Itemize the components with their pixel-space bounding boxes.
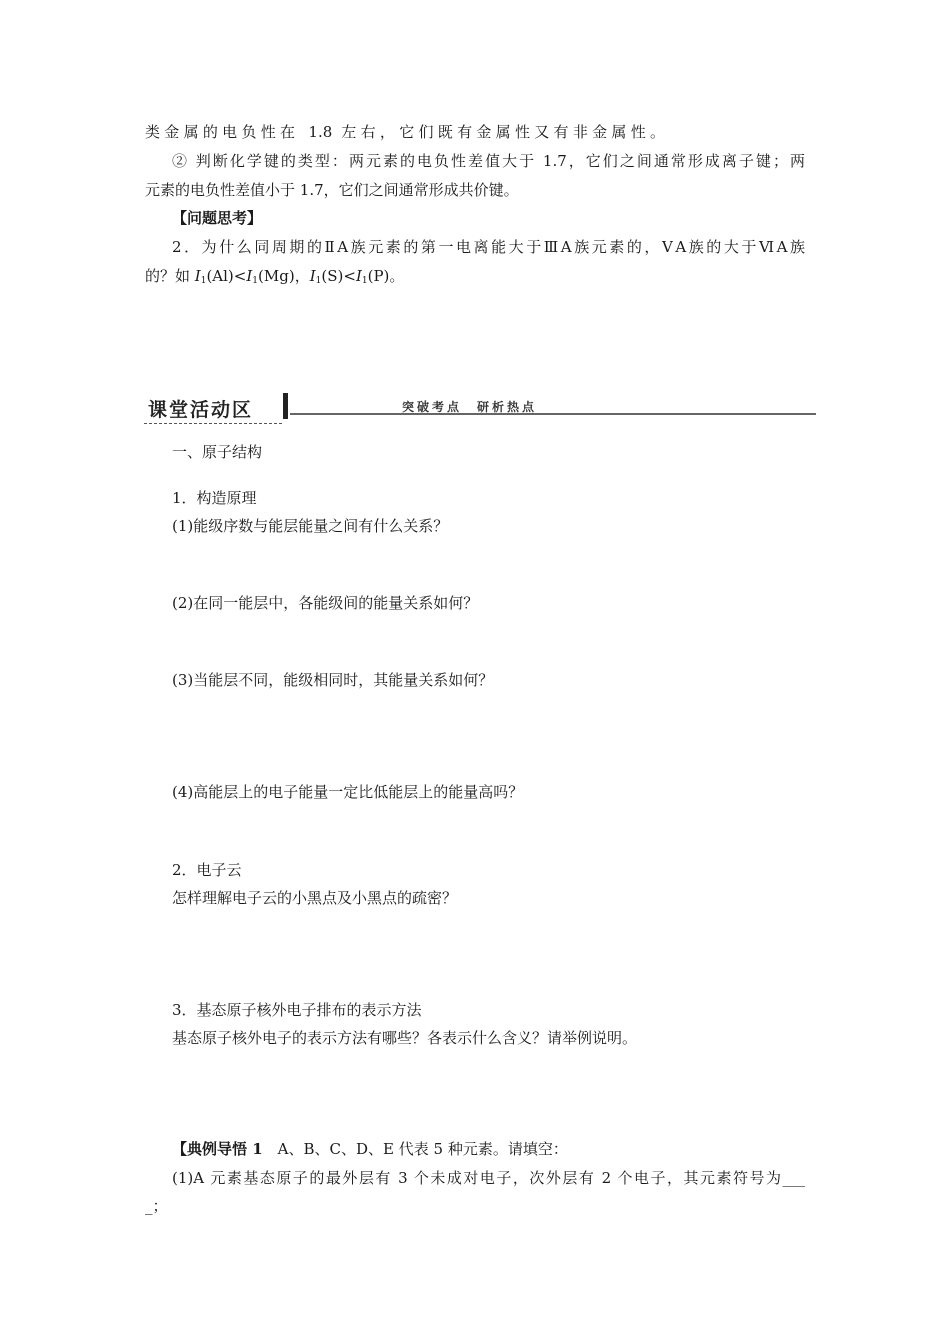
paragraph-bond-type-line1: ② 判断化学键的类型：两元素的电负性差值大于 1.7，它们之间通常形成离子键；两 — [172, 152, 805, 170]
paragraph-bond-type-line2: 元素的电负性差值小于 1.7，它们之间通常形成共价键。 — [145, 181, 519, 199]
section-title-atomic-structure: 一、原子结构 — [172, 443, 263, 461]
question-1-1: (1)能级序数与能层能量之间有什么关系？ — [172, 517, 449, 535]
banner-subtitle: 突破考点 研析热点 — [402, 400, 538, 414]
question-2-line2: 的？如 $I_1(Al)<I_1(Mg)$，$I_1(S)<I_1(P)$。 — [145, 267, 405, 286]
banner-rule — [290, 413, 816, 415]
banner-dashed-underline — [144, 423, 282, 424]
banner-title: 课堂活动区 — [148, 399, 254, 421]
question-electron-configuration: 基态原子核外电子的表示方法有哪些？各表示什么含义？请举例说明。 — [172, 1029, 638, 1047]
example-heading: 【典例导悟 1 A、B、C、D、E 代表 5 种元素。请填空： — [172, 1140, 568, 1158]
example-question-1-line1: (1)A 元素基态原子的最外层有 3 个未成对电子，次外层有 2 个电子，其元素符号为___ — [172, 1169, 805, 1187]
subsection-electron-configuration: 3．基态原子核外电子排布的表示方法 — [172, 1001, 422, 1019]
question-2-line1: 2．为什么同周期的ⅡA族元素的第一电离能大于ⅢA族元素的，ⅤA族的大于ⅥA族 — [172, 238, 805, 256]
question-electron-cloud: 怎样理解电子云的小黑点及小黑点的疏密？ — [172, 889, 458, 907]
question-1-2: (2)在同一能层中，各能级间的能量关系如何？ — [172, 594, 479, 612]
question-1-4: (4)高能层上的电子能量一定比低能层上的能量高吗？ — [172, 783, 524, 801]
banner-bar — [283, 393, 288, 419]
example-question-1-line2: _； — [145, 1197, 168, 1215]
section-banner — [140, 393, 816, 433]
section-heading-thinking: 【问题思考】 — [172, 209, 263, 227]
paragraph-metalloid: 类金属的电负性在 1.8 左右，它们既有金属性又有非金属性。 — [145, 123, 665, 141]
question-1-3: (3)当能层不同，能级相同时，其能量关系如何？ — [172, 671, 494, 689]
subsection-electron-cloud: 2．电子云 — [172, 861, 242, 879]
subsection-aufbau: 1．构造原理 — [172, 489, 257, 507]
